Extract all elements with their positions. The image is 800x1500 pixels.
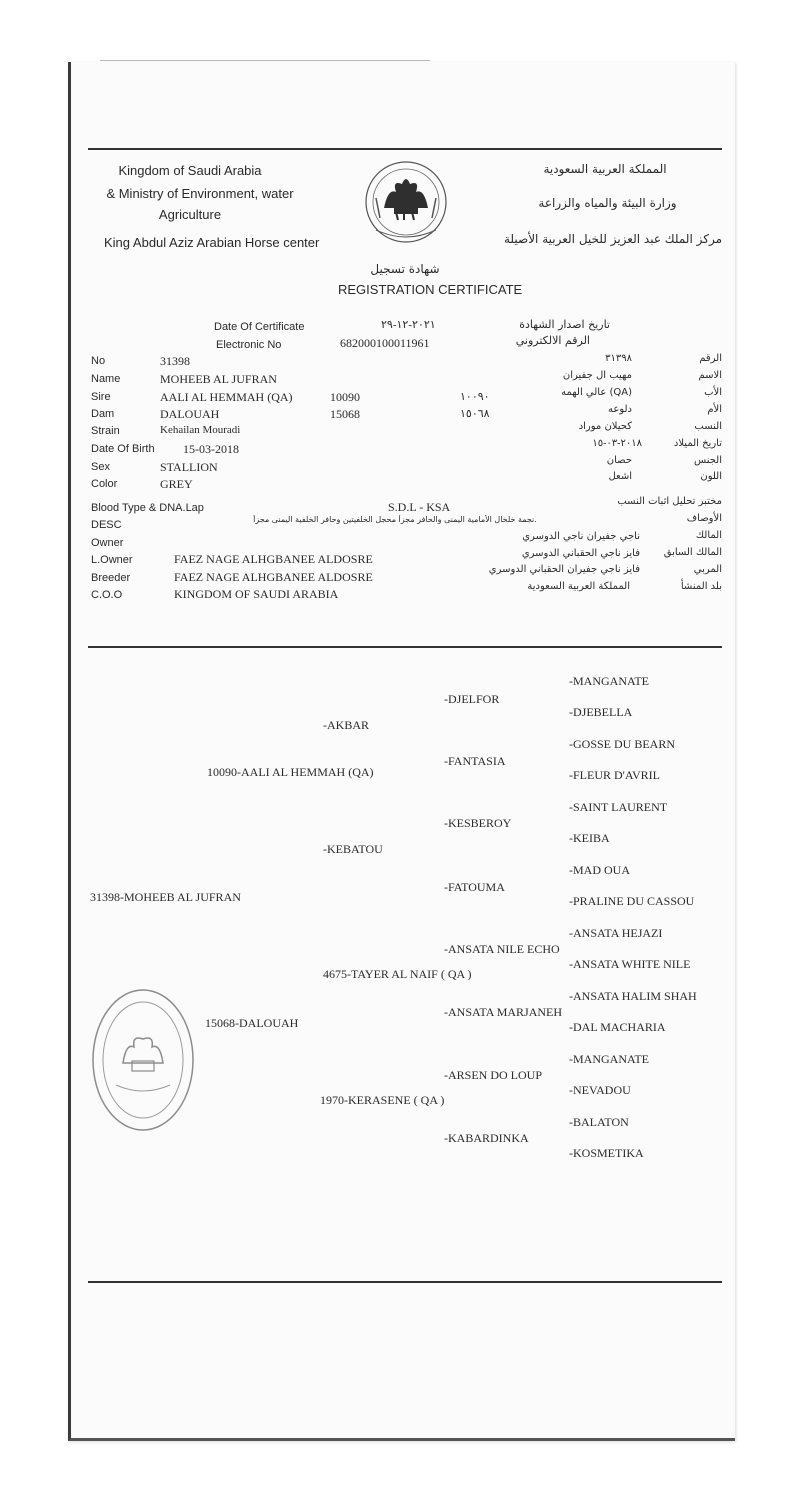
- title-en: REGISTRATION CERTIFICATE: [338, 282, 523, 297]
- owner-label: Owner: [91, 537, 124, 549]
- pedigree-gen4-15: -BALATON: [569, 1115, 629, 1129]
- detail-ar-value-dam: دلوعه: [608, 404, 632, 415]
- lowner-value: FAEZ NAGE ALHGBANEE ALDOSRE: [174, 552, 373, 566]
- detail-num-ar-sire: ١٠٠٩٠: [460, 391, 490, 403]
- detail-ar-value-dob: ٢٠١٨-٠٣-١٥: [592, 438, 642, 449]
- detail-num-dam: 15068: [330, 407, 360, 421]
- breeder-ar-value: فايز ناجي جفيران الحقباني الدوسري: [488, 564, 640, 575]
- date-of-certificate-label: Date Of Certificate: [214, 321, 305, 333]
- coo-ar-value: المملكة العربية السعودية: [527, 581, 630, 592]
- detail-label-dob: Date Of Birth: [91, 443, 155, 455]
- pedigree-gen4-8: -PRALINE DU CASSOU: [569, 894, 695, 908]
- pedigree-gen4-2: -DJEBELLA: [569, 705, 633, 719]
- detail-ar-value-name: مهيب ال جفيران: [562, 370, 632, 381]
- lowner-label-ar: المالك السابق: [663, 547, 722, 558]
- pedigree-gen4-4: -FLEUR D'AVRIL: [569, 768, 660, 782]
- detail-num-sire: 10090: [330, 390, 360, 404]
- blood-type-label: Blood Type & DNA.Lap: [91, 502, 204, 514]
- header-ar-line-1: المملكة العربية السعودية: [543, 162, 667, 176]
- header-en-line-3: Agriculture: [158, 207, 222, 222]
- detail-label-color: Color: [91, 478, 118, 490]
- top-rule: [88, 148, 722, 150]
- electronic-no-label-ar: الرقم الالكتروني: [515, 334, 590, 347]
- pedigree-gen4-10: -ANSATA WHITE NILE: [569, 957, 691, 971]
- detail-value-strain: Kehailan Mouradi: [160, 424, 241, 436]
- detail-ar-label-sire: الأب: [704, 387, 722, 398]
- detail-label-sire: Sire: [91, 391, 111, 403]
- middle-rule: [88, 646, 722, 648]
- detail-ar-value-strain: كحيلان موراد: [578, 421, 632, 432]
- desc-value: .نجمة خلخال الأمامية اليمنى والحافر مجزأ محجل الخلفيتين وحافر الخلفية اليمنى مجزأ: [253, 515, 537, 524]
- date-of-certificate-value: ٢٠٢١-١٢-٢٩: [381, 319, 436, 331]
- lowner-ar-value: فايز ناجي الحقباني الدوسري: [521, 548, 640, 559]
- pedigree-gen2-2: -KEBATOU: [323, 842, 383, 856]
- title-ar: شهادة تسجيل: [370, 262, 440, 276]
- detail-label-name: Name: [91, 373, 121, 385]
- pedigree-gen4-11: -ANSATA HALIM SHAH: [569, 989, 697, 1003]
- header-en-line-1: Kingdom of Saudi Arabia: [118, 163, 262, 178]
- header-ar-line-3: مركز الملك عبد العزيز للخيل العربية الأصيلة: [504, 232, 722, 246]
- detail-value-no: 31398: [160, 354, 190, 368]
- detail-ar-label-sex: الجنس: [693, 455, 722, 466]
- detail-ar-label-color: اللون: [700, 471, 722, 482]
- pedigree-gen3-5: -ANSATA NILE ECHO: [444, 942, 560, 956]
- desc-label: DESC: [91, 519, 122, 531]
- center-logo-icon: [362, 158, 450, 262]
- pedigree-gen3-6: -ANSATA MARJANEH: [444, 1005, 563, 1019]
- pedigree-subject: 31398-MOHEEB AL JUFRAN: [90, 890, 241, 904]
- detail-value-color: GREY: [160, 477, 193, 491]
- detail-label-dam: Dam: [91, 408, 115, 420]
- pedigree-gen4-5: -SAINT LAURENT: [569, 800, 668, 814]
- detail-ar-label-strain: النسب: [694, 421, 722, 432]
- pedigree-gen4-7: -MAD OUA: [569, 863, 630, 877]
- pedigree-dam: 15068-DALOUAH: [205, 1016, 299, 1030]
- bottom-rule: [88, 1281, 722, 1283]
- detail-ar-value-sire: (QA) عالي الهمه: [561, 387, 632, 398]
- pedigree-gen3-7: -ARSEN DO LOUP: [444, 1068, 543, 1082]
- detail-ar-label-dob: تاريخ الميلاد: [673, 438, 722, 449]
- electronic-no-value: 682000100011961: [340, 336, 430, 350]
- header-en-line-2: & Ministry of Environment, water: [106, 186, 294, 201]
- pedigree-gen4-13: -MANGANATE: [569, 1052, 649, 1066]
- pedigree-gen3-8: -KABARDINKA: [444, 1131, 529, 1145]
- blood-type-value: S.D.L - KSA: [388, 500, 451, 514]
- detail-value-name: MOHEEB AL JUFRAN: [160, 372, 277, 386]
- pedigree-gen4-9: -ANSATA HEJAZI: [569, 926, 663, 940]
- detail-num-ar-dam: ١٥٠٦٨: [460, 408, 490, 420]
- paper-top-edge: [100, 60, 430, 61]
- pedigree-gen2-1: -AKBAR: [323, 718, 370, 732]
- pedigree-gen2-3: 4675-TAYER AL NAIF ( QA ): [323, 967, 472, 981]
- pedigree-gen3-1: -DJELFOR: [444, 692, 500, 706]
- detail-ar-label-no: الرقم: [699, 353, 722, 364]
- header-ar-line-2: وزارة البيئة والمياه والزراعة: [538, 196, 677, 210]
- breeder-label: Breeder: [91, 572, 131, 584]
- detail-ar-label-dam: الأم: [707, 404, 722, 415]
- detail-value-sex: STALLION: [160, 460, 218, 474]
- pedigree-gen3-2: -FANTASIA: [444, 754, 506, 768]
- breeder-label-ar: المربي: [693, 564, 722, 575]
- breeder-value: FAEZ NAGE ALHGBANEE ALDOSRE: [174, 570, 373, 584]
- pedigree-gen4-12: -DAL MACHARIA: [569, 1020, 666, 1034]
- coo-label: C.O.O: [91, 589, 123, 601]
- detail-label-no: No: [91, 355, 106, 367]
- desc-label-ar: الأوصاف: [686, 513, 722, 524]
- pedigree-gen3-4: -FATOUMA: [444, 880, 505, 894]
- header-en-line-4: King Abdul Aziz Arabian Horse center: [104, 235, 320, 250]
- pedigree-gen4-3: -GOSSE DU BEARN: [569, 737, 676, 751]
- date-of-certificate-label-ar: تاريخ اصدار الشهادة: [519, 318, 610, 331]
- detail-ar-value-no: ٣١٣٩٨: [605, 353, 632, 364]
- pedigree-gen2-4: 1970-KERASENE ( QA ): [320, 1093, 445, 1107]
- electronic-no-label: Electronic No: [216, 339, 282, 351]
- pedigree-gen4-16: -KOSMETIKA: [569, 1146, 644, 1160]
- detail-ar-value-color: اشعل: [608, 471, 632, 482]
- detail-value-dob: 15-03-2018: [183, 442, 239, 456]
- detail-ar-label-name: الاسم: [698, 370, 722, 381]
- detail-value-sire: AALI AL HEMMAH (QA): [160, 390, 293, 404]
- detail-value-dam: DALOUAH: [160, 407, 220, 421]
- blood-type-label-ar: مختبر تحليل اثبات النسب: [617, 496, 722, 507]
- owner-label-ar: المالك: [695, 530, 722, 541]
- registry-stamp-icon: [88, 985, 198, 1135]
- pedigree-gen4-6: -KEIBA: [569, 831, 610, 845]
- pedigree-gen3-3: -KESBEROY: [444, 816, 512, 830]
- lowner-label: L.Owner: [91, 554, 133, 566]
- detail-ar-value-sex: حصان: [606, 455, 632, 466]
- coo-value: KINGDOM OF SAUDI ARABIA: [174, 587, 339, 601]
- pedigree-sire: 10090-AALI AL HEMMAH (QA): [207, 765, 374, 779]
- pedigree-gen4-1: -MANGANATE: [569, 674, 649, 688]
- pedigree-gen4-14: -NEVADOU: [569, 1083, 631, 1097]
- owner-ar-value: ناجي جفيران ناجي الدوسري: [522, 531, 640, 542]
- coo-label-ar: بلد المنشأ: [680, 581, 722, 592]
- detail-label-strain: Strain: [91, 425, 120, 437]
- detail-label-sex: Sex: [91, 461, 110, 473]
